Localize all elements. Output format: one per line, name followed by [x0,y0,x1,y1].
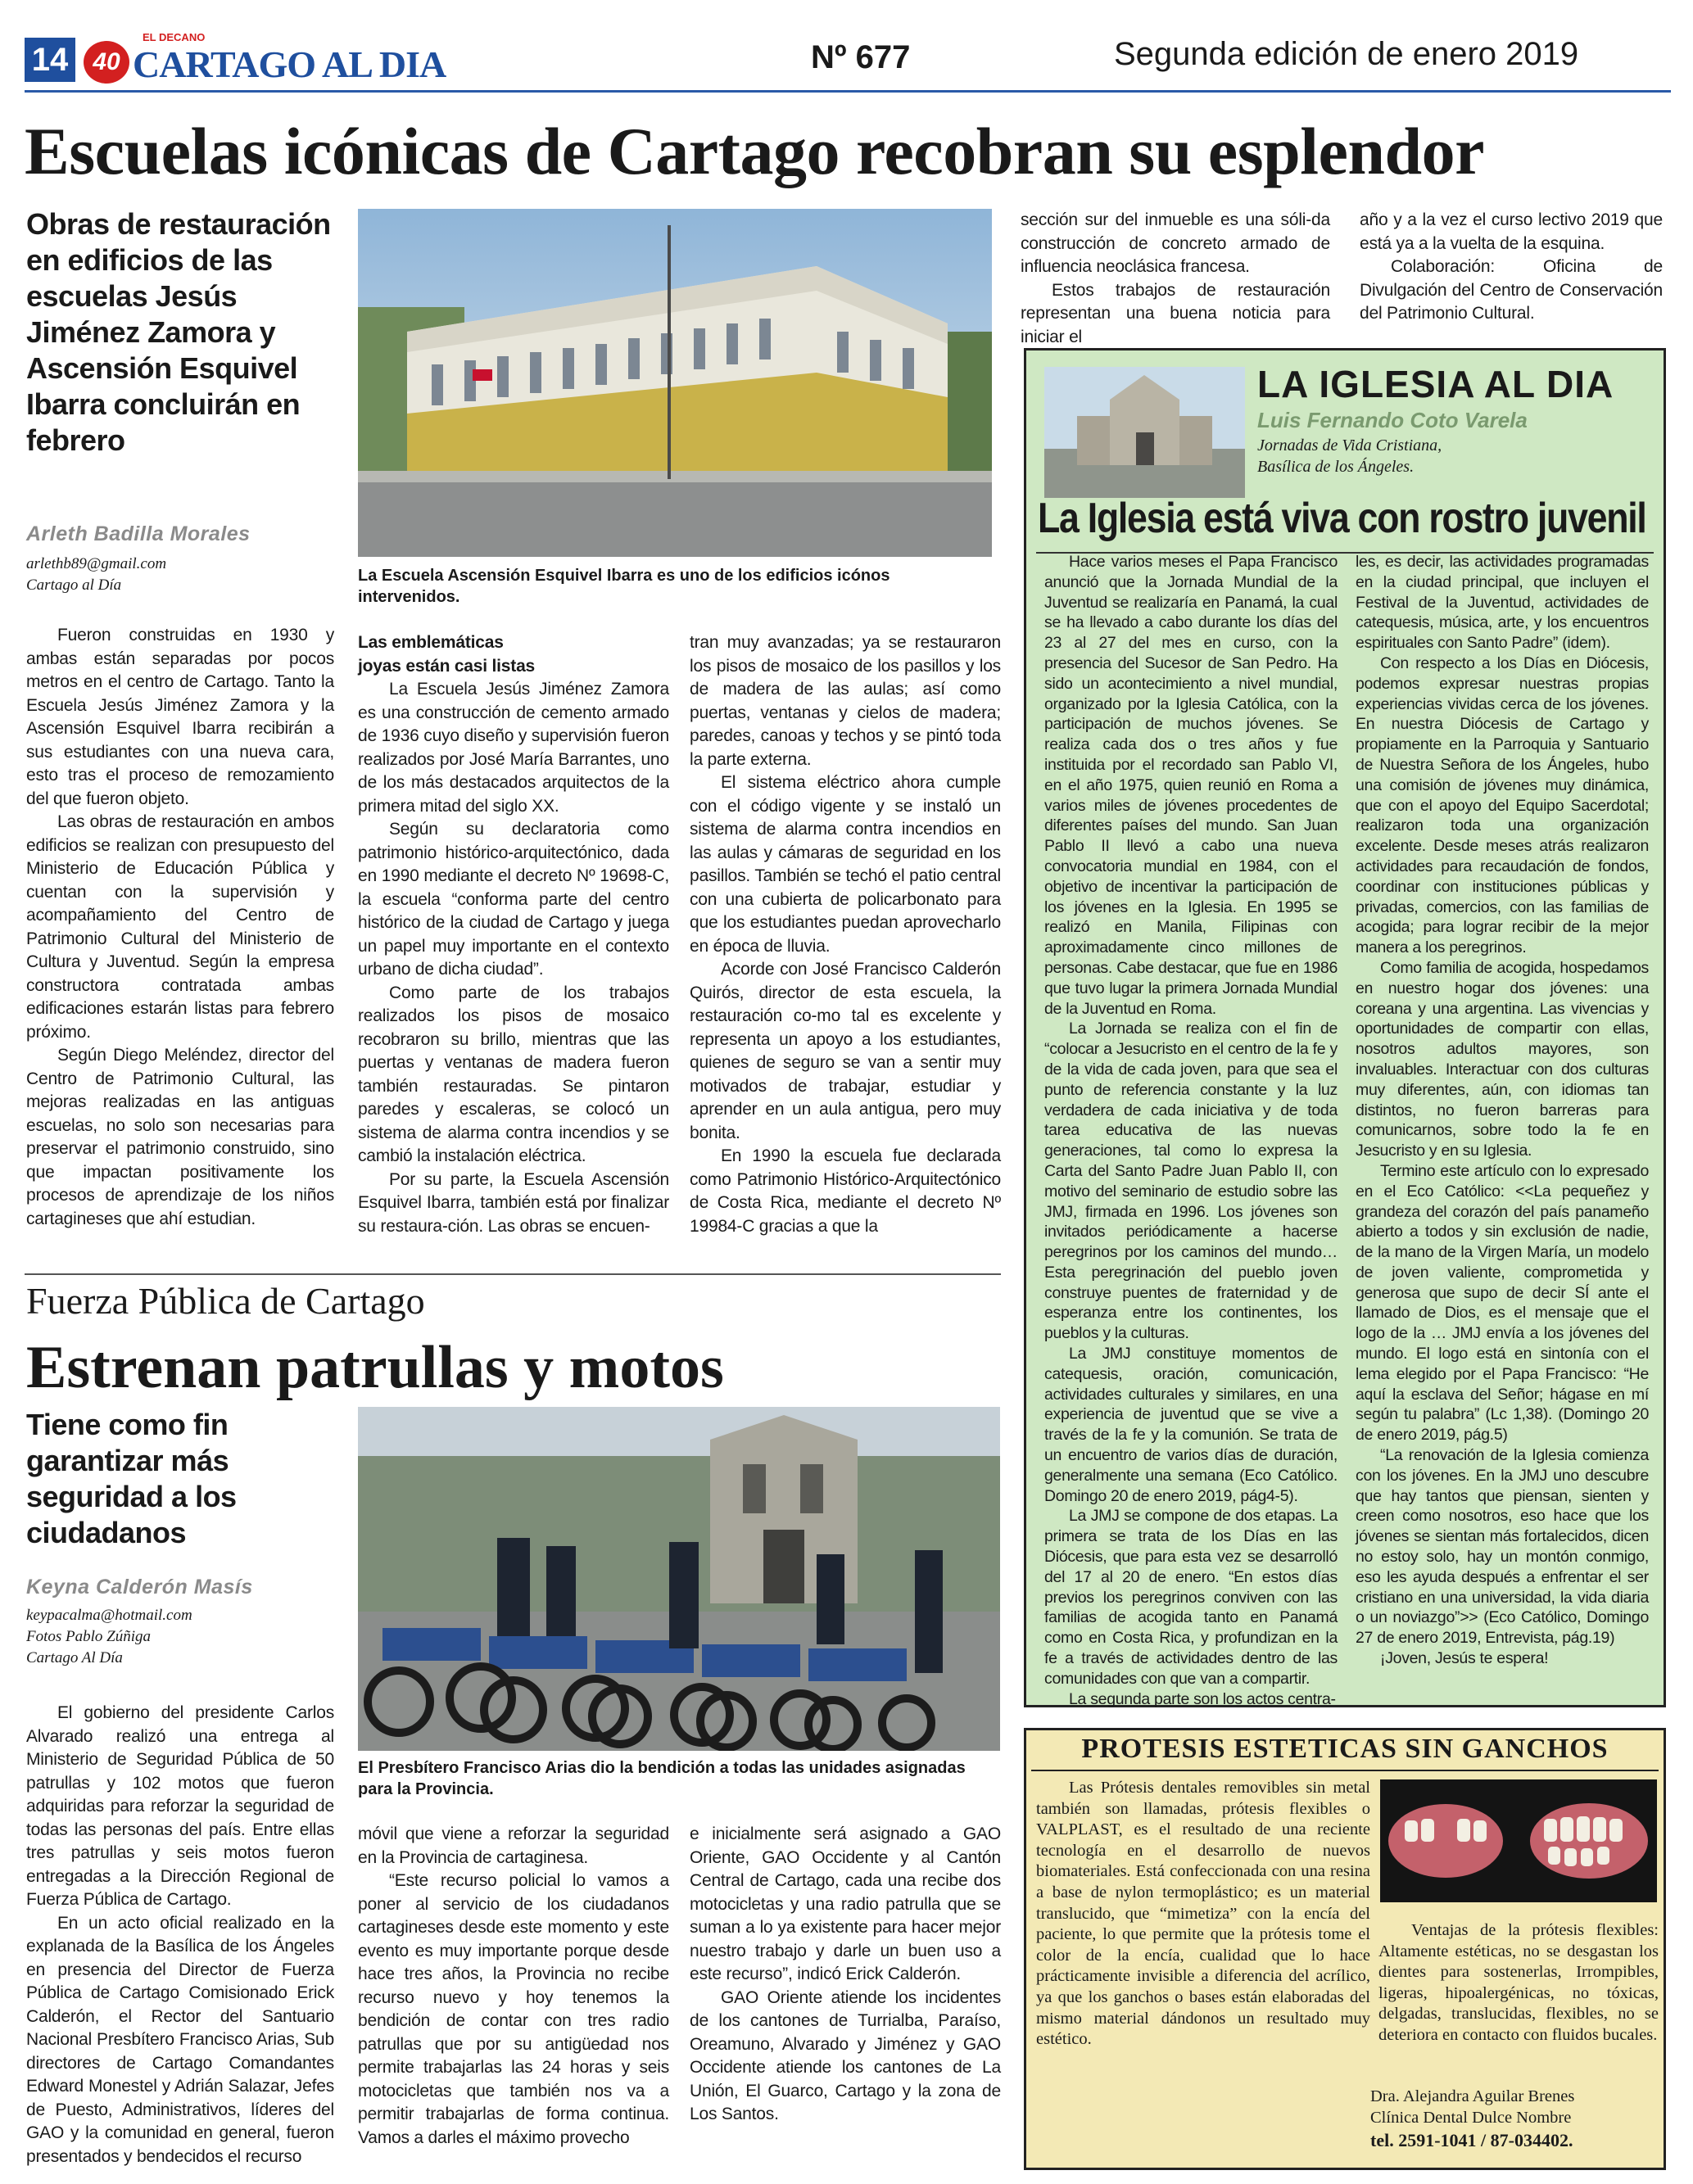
page-header [25,29,1671,88]
paragraph: sección sur del inmueble es una sóli-da construcción de concreto armado de influencia neoclásica francesa. [1021,210,1330,276]
paragraph: El gobierno del presidente Carlos Alvarado realizó una entrega al Ministerio de Seguridad Pública de 50 patrullas y 102 motos que fueron adquiridas para reforzar la seguridad de todas las personas del país. Entre ellas tres patrullas y seis motos fueron entregadas a la Dirección Regional de Fuerza Pública de Cartago. [26,1703,334,1909]
article1-email: arlethb89@gmail.com [26,555,167,572]
paragraph: les, es decir, las actividades programadas en la ciudad principal, que incluyen el Festival de la Juventud, actividades de catequesis, música, arte, y los encuentros espirituales con Santo Padre” (idem). [1356,553,1649,653]
subhead: Las emblemáticas [358,633,504,652]
paragraph: Como familia de acogida, hospedamos en nuestro hogar dos jóvenes: una coreana y una argentina. Las vivencias y oportunidades de compartir con ellas, nosotros adultos mayores, son invaluables. Interactuar con dos culturas muy diferentes, aún, con idiomas tan distintos, no fueron barreras para comunicarnos, sobre todo la fe en Jesucristo y en su Iglesia. [1356,958,1649,1160]
article1-col5 [1360,209,1663,326]
motorcycles-illustration [358,1407,1000,1751]
logo-years-badge: 40 [84,41,129,84]
basilica-photo [1044,367,1245,498]
paragraph: Hace varios meses el Papa Francisco anunció que la Jornada Mundial de la Juventud se realizaría en Panamá, la cual se ha llevado a cabo durante los días del 23 al 27 del mes en curso, con la presencia del Sucesor de San Pedro. Ha sido un acontecimiento a nivel mundial, organizado por la Iglesia Católica, con la participación de muchos jóvenes. Se realiza cada dos o tres años y fue instituida por el recordado san Pablo VI, en el año 1975, quien reunió en Roma a varios miles de jóvenes procedentes de diferentes países del mundo. San Juan Pablo II llevó a cabo una nueva convocatoria mundial en 1984, con el objetivo de incentivar la participación de los jóvenes en la Iglesia. En 1995 se realizó en Manila, Filipinas con aproximadamente cinco millones de personas. Cabe destacar, que fue en 1986 que tuvo lugar la primera Jornada Mundial de la Juventud en Roma. [1044,553,1338,1018]
newspaper-logo [82,29,446,88]
church-col1 [1044,552,1338,1709]
ad-title: PROTESIS ESTETICAS SIN GANCHOS [1081,1734,1609,1764]
dental-ad [1024,1728,1666,2170]
ad-advantages [1378,1920,1659,2046]
article1-outlet: Cartago al Día [26,577,122,594]
paragraph: Con respecto a los Días en Diócesis, podemos expresar nuestras propias experiencias vividas cerca de los jóvenes. En nuestra Diócesis de Cartago y propiamente en la Parroquia y Santuario de Nuestra Señora de los Ángeles, hubo una comisión de jóvenes muy dinámica, que con el apoyo del Equipo Sacerdotal; realizaron toda una organización excelente. Desde meses atrás realizaron actividades para recaudación de fondos, coordinar con instituciones públicas y privadas, comercios, con las familias de acogida; para lograr recibir de la mejor manera a los peregrinos. [1356,653,1649,957]
article2-photos: Fotos Pablo Zúñiga [26,1628,152,1645]
article1-author: Arleth Badilla Morales [26,522,251,545]
paragraph: La segunda parte son los actos centra- [1069,1689,1336,1708]
article2-deck: Tiene como fin garantizar más seguridad a los ciudadanos [26,1408,237,1549]
ad-advantages-text: Ventajas de la prótesis flexibles: Altamente estéticas, no se desgastan los dientes para sostenerlas, Irrompibles, ligeras, hipoalergénicas, no tóxicas, delgadas, translucidas, flexibles, no se deteriora en contacto con fluidos bucales. [1378,1921,1659,2044]
article2-outlet: Cartago Al Día [26,1649,123,1666]
ad-phone: tel. 2591-1041 / 87-034402. [1370,2130,1573,2150]
article1-photo-caption: La Escuela Ascensión Esquivel Ibarra es uno de los edificios icónos intervenidos. [358,567,890,606]
paragraph: Estos trabajos de restauración representan una buena noticia para iniciar el [1021,280,1330,346]
paragraph: Colaboración: Oficina de Divulgación del Centro de Conservación del Patrimonio Cultural. [1360,257,1663,323]
article2-col3 [690,1823,1001,2127]
article1-col4 [1021,209,1330,349]
article1-headline: Escuelas icónicas de Cartago recobran su esplendor [25,114,1485,188]
church-role-1: Jornadas de Vida Cristiana, [1257,436,1442,454]
church-author: Luis Fernando Coto Varela [1257,408,1528,432]
paragraph: Termino este artículo con lo expresado en el Eco Católico: <<La pequeñez y grandeza del corazón del país panameño abierto a todos y sin exclusión de nadie, de la mano de la Virgen María, un modelo de joven valiente, comprometida y generosa que supo de decir SÍ ante el llamado de Dios, es el mensaje que el logo de la … JMJ envía a los jóvenes del mundo. El logo está en sintonía con el lema elegido por el Papa Francisco: “He aquí la esclava del Señor; hágase en mí según tu palabra” (Lc 1,38). (Domingo 20 de enero 2019, pág.5) [1356,1161,1649,1445]
issue-number: Nº 677 [811,39,911,75]
article2-photo-caption: El Presbítero Francisco Arias dio la bendición a todas las unidades asignadas para la Provincia. [358,1759,966,1798]
paragraph: e inicialmente será asignado a GAO Oriente, GAO Occidente y al Cantón Central de Cartago, cada una recibe dos motocicletas y una radio patrulla que se suman a lo ya existente para hacer mejor nuestro trabajo y darle un buen uso a este recurso”, indicó Erick Calderón. [690,1825,1001,1983]
school-building-photo [358,209,992,557]
basilica-illustration [1044,367,1245,498]
church-section-title: LA IGLESIA AL DIA [1257,363,1614,405]
paragraph: En un acto oficial realizado en la explanada de la Basílica de los Ángeles en presencia del Director de Fuerza Pública de Cartago Comisionado Erick Calderón, el Rector del Santuario Nacional Presbítero Francisco Arias, Sub directores de Cartago Comandantes Edward Monestel y Adrián Salazar, Jefes de Puesto, Administrativos, líderes del GAO y la comunidad en general, fueron presentados y bendecidos el recurso [26,1913,334,2166]
paragraph: tran muy avanzadas; ya se restauraron los pisos de mosaico de los pasillos y los de madera de las aulas; así como puertas, ventanas y cielos de madera; paredes, canoas y techos y se pintó toda la parte externa. [690,633,1001,769]
article2-author: Keyna Calderón Masís [26,1576,253,1598]
paragraph: Según Diego Meléndez, director del Centro de Patrimonio Cultural, las mejoras realizadas en las antiguas escuelas, no solo son necesarias para preservar el patrimonio construido, sino que impactan positivamente los procesos de aprendizaje de los niños cartagineses que ahí estudian. [26,1046,334,1228]
paragraph: ¡Joven, Jesús te espera! [1380,1649,1549,1668]
article2-email: keypacalma@hotmail.com [26,1607,192,1624]
article2-col2 [358,1823,669,2150]
article2-col1 [26,1702,334,2168]
logo-decano: EL DECANO [143,31,206,43]
paragraph: En 1990 la escuela fue declarada como Patrimonio Histórico-Arquitectónico de Costa Rica, mediante el decreto Nº 19984-C gracias a que la [690,1146,1001,1236]
paragraph: El sistema eléctrico ahora cumple con el código vigente y se instaló un sistema de alarma contra incendios en las aulas y cámaras de seguridad en los pasillos. También se techó el patio central con una cubierta de policarbonato para que los estudiantes puedan aprovecharlo en época de lluvia. [690,773,1001,956]
ad-body-text: Las Prótesis dentales removibles sin metal también son llamadas, prótesis flexibles o VALPLAST, es el resultado de una reciente tecnología en el desarrollo de nuevos biomateriales. Está confeccionada con una resina a base de nylon termoplástico; es un material translucido, que “mimetiza” con la encía del paciente, lo que permite que la prótesis tome el color de la encía, cualidad que lo hace prácticamente invisible a diferencia del acrílico, ya que los ganchos o bases están elaboradas del mismo material dándonos un resultado muy estético. [1036,1779,1370,2049]
paragraph: “Este recurso policial lo vamos a poner al servicio de los ciudadanos cartagineses desde este momento y este evento es muy importante porque desde hace tres años, la Provincia no recibe recurso nuevo y hoy tenemos la bendición de contar con tres radio patrullas que por su antigüedad nos permite trabajarlas las 24 horas y seis motocicletas que también nos va a permitir trabajarlas de forma continua. Vamos a darles el máximo provecho [358,1871,669,2147]
paragraph: La JMJ constituye momentos de catequesis, oración, comunicación, actividades culturales y similares, en una experiencia de juventud que se vive a través de la fe y la comunión. Se trata de un encuentro de varios días de duración, generalmente una semana (Eco Católico. Domingo 20 de enero 2019, pág4-5). [1044,1345,1338,1505]
school-building-illustration [358,209,992,557]
ad-doctor: Dra. Alejandra Aguilar Brenes [1370,2087,1575,2105]
ad-clinic: Clínica Dental Dulce Nombre [1370,2109,1572,2127]
subhead: joyas están casi listas [358,656,536,676]
ad-title-rule [1031,1770,1659,1771]
logo-title: CARTAGO AL DIA [133,43,446,85]
edition-date: Segunda edición de enero 2019 [1114,36,1579,72]
paragraph: año y a la vez el curso lectivo 2019 que está ya a la vuelta de la esquina. [1360,210,1663,253]
teeth-illustration [1380,1779,1657,1902]
paragraph: Acorde con José Francisco Calderón Quirós, director de esta escuela, la restauración co-mo tal es excelente y representa un apoyo a los estudiantes, quienes de seguro se van a sentir muy motivados de trabajar, estudiar y aprender en un aula antigua, pero muy bonita. [690,960,1001,1142]
church-col2 [1356,552,1649,1669]
dental-prosthesis-photo [1380,1779,1657,1902]
paragraph: Las obras de restauración en ambos edificios se realizan con presupuesto del Ministerio de Educación Pública y cuentan con la supervisión y acompañamiento del Centro de Patrimonio Cultural del Ministerio de Cultura y Juventud. Según la empresa constructora contratada ambas edificaciones estarán listas para febrero próximo. [26,812,334,1042]
paragraph: La Escuela Jesús Jiménez Zamora es una construcción de cemento armado de 1936 cuyo diseño y supervisión fueron realizados por José María Barrantes, uno de los más destacados arquitectos de la primera mitad del siglo XX. [358,680,669,816]
church-column-box [1024,348,1666,1707]
paragraph: Como parte de los trabajos realizados los pisos de mosaico recobraron su brillo, mientras que las puertas y ventanas de madera fueron también restauradas. Se pintaron paredes y escaleras, se colocó un sistema de alarma contra incendios y se cambió la instalación eléctrica. [358,983,669,1165]
page-number: 14 [25,38,75,82]
paragraph: Fueron construidas en 1930 y ambas están separadas por pocos metros en el centro de Cartago. Tanto la Escuela Jesús Jiménez Zamora y la Ascensión Esquivel Ibarra recibirán a sus estudiantes con una nueva cara, esto tras el proceso de remozamiento del que fueron objeto. [26,626,334,808]
article1-col1 [26,624,334,1231]
article2-kicker: Fuerza Pública de Cartago [26,1280,425,1322]
article2-headline: Estrenan patrullas y motos [26,1334,724,1401]
paragraph: La Jornada se realiza con el fin de “colocar a Jesucristo en el centro de la fe y de la vida de cada joven, para que sea el punto de referencia constante y la luz verdadera de cada iniciativa y de toda tarea educativa de las nuevas generaciones, tal como lo expresa la Carta del Santo Padre Juan Pablo II, con motivo del seminario de estudio sobre las JMJ, firmada en 1996. Los jóvenes son invitados periódicamente a hacerse peregrinos por los caminos del mundo…Esta peregrinación del pueblo joven construye puentes de fraternidad y de esperanza entre los continentes, los pueblos y la culturas. [1044,1020,1338,1343]
paragraph: móvil que viene a reforzar la seguridad en la Provincia de cartaginesa. [358,1825,669,1867]
section-divider [25,1273,1001,1275]
article1-deck: Obras de restauración en edificios de las escuelas Jesús Jiménez Zamora y Ascensión Esquivel Ibarra concluirán en febrero [26,207,331,457]
paragraph: GAO Oriente atiende los incidentes de los cantones de Turrialba, Paraíso, Oreamuno, Alvarado y Jiménez y GAO Occidente atiende los cantones de La Unión, El Guarco, Cartago y la zona de Los Santos. [690,1987,1001,2123]
header-rule [25,90,1671,93]
ad-body [1036,1778,1370,2051]
paragraph: La JMJ se compone de dos etapas. La primera se trata de los Días en las Diócesis, que para esta vez se desarrolló del 17 al 20 de enero. “En estos días previos los peregrinos conviven con las familias de acogida tanto en Panamá como en Costa Rica, y profundizan en la fe a través de actividades dentro de las comunidades con que van a compartir. [1044,1507,1338,1688]
paragraph: “La renovación de la Iglesia comienza con los jóvenes. En la JMJ uno descubre que hay tantos que piensan, sienten y creen como nosotros, eso hace que los jóvenes se sientan más fortalecidos, dicen no estoy solo, hay un montón conmigo, eso les ayuda después a enfrentar el ser cristiano en una universidad, la vida diaria o un noviazgo”>> (Eco Católico, Domingo 27 de enero 2019, Entrevista, pág.19) [1356,1446,1649,1648]
article1-col3 [690,631,1001,1238]
paragraph: Según su declaratoria como patrimonio histórico-arquitectónico, dada en 1990 mediante el decreto Nº 19698-C, la escuela “conforma parte del centro histórico de la ciudad de Cartago y juega un papel muy importante en el contexto urbano de dicha ciudad”. [358,820,669,979]
paragraph: Por su parte, la Escuela Ascensión Esquivel Ibarra, también está por finalizar su restaura-ción. Las obras se encuen- [358,1169,669,1236]
church-role-2: Basílica de los Ángeles. [1257,458,1415,476]
article1-col2 [358,631,669,1238]
motorcycles-blessing-photo [358,1407,1000,1751]
church-headline: La Iglesia está viva con rostro juvenil [1038,495,1646,542]
